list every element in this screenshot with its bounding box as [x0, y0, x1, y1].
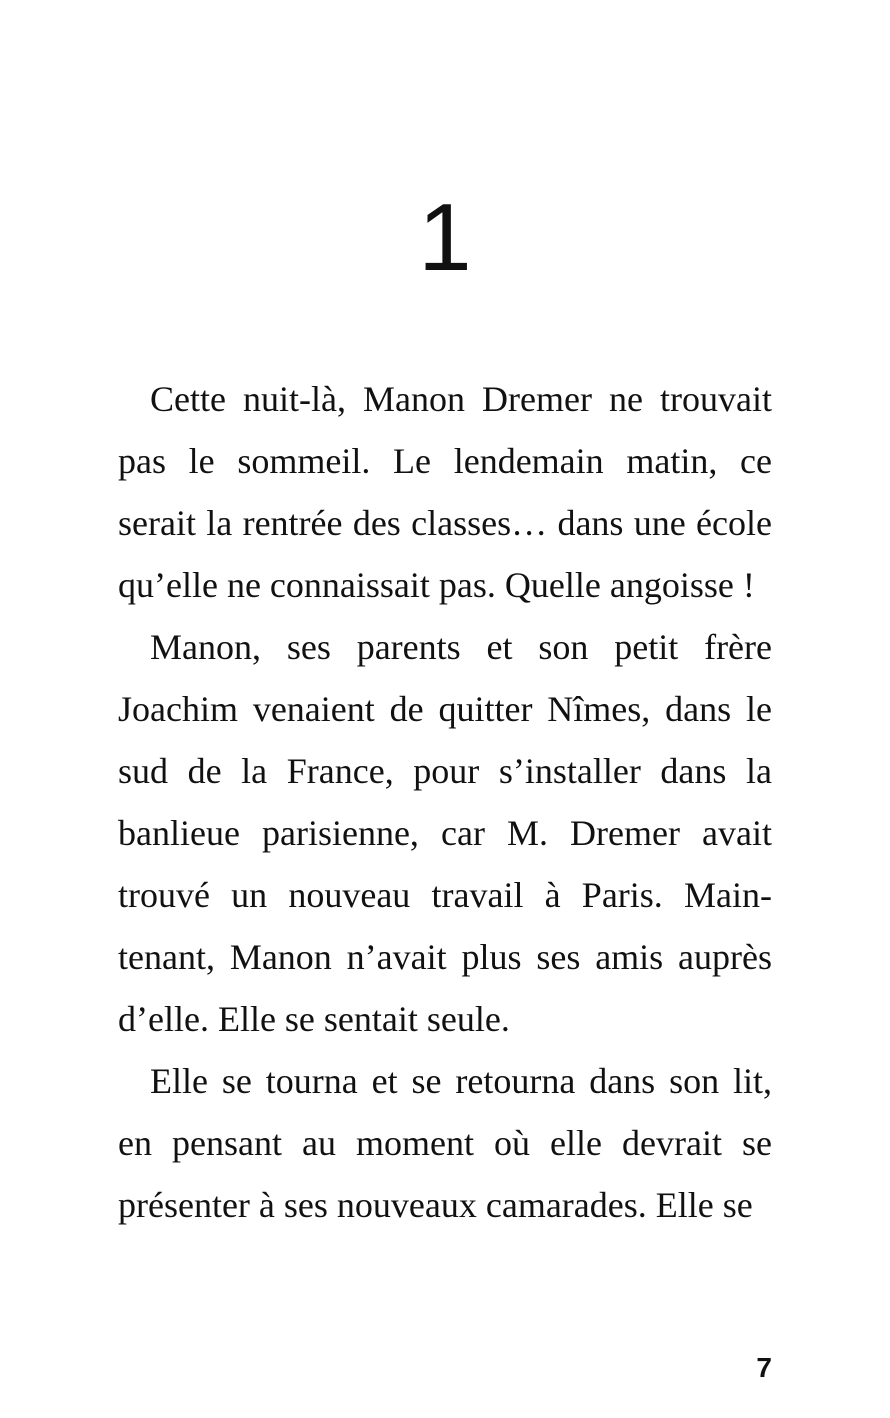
page-number: 7	[756, 1352, 772, 1383]
paragraph-2: Manon, ses parents et son petit frère Joachim venaient de quitter Nîmes, dans le sud de la France, pour s’installer dans la banlieue parisienne, car M. Dremer avait trouvé un nouveau travail à Paris. Maintenant, Manon n’avait plus ses amis auprès d’elle. Elle se sentait seule.	[118, 627, 772, 1039]
paragraph-3: Elle se tourna et se retourna dans son lit, en pensant au moment où elle devrait se présenter à ses nouveaux camarades. Elle se	[118, 1061, 772, 1225]
paragraph-1: Cette nuit-là, Manon Dremer ne trouvait pas le sommeil. Le lendemain matin, ce serait la rentrée des classes… dans une école qu’elle ne connaissait pas. Quelle angoisse !	[118, 379, 772, 605]
chapter-number: 1	[418, 184, 472, 291]
chapter-body	[118, 368, 772, 1236]
